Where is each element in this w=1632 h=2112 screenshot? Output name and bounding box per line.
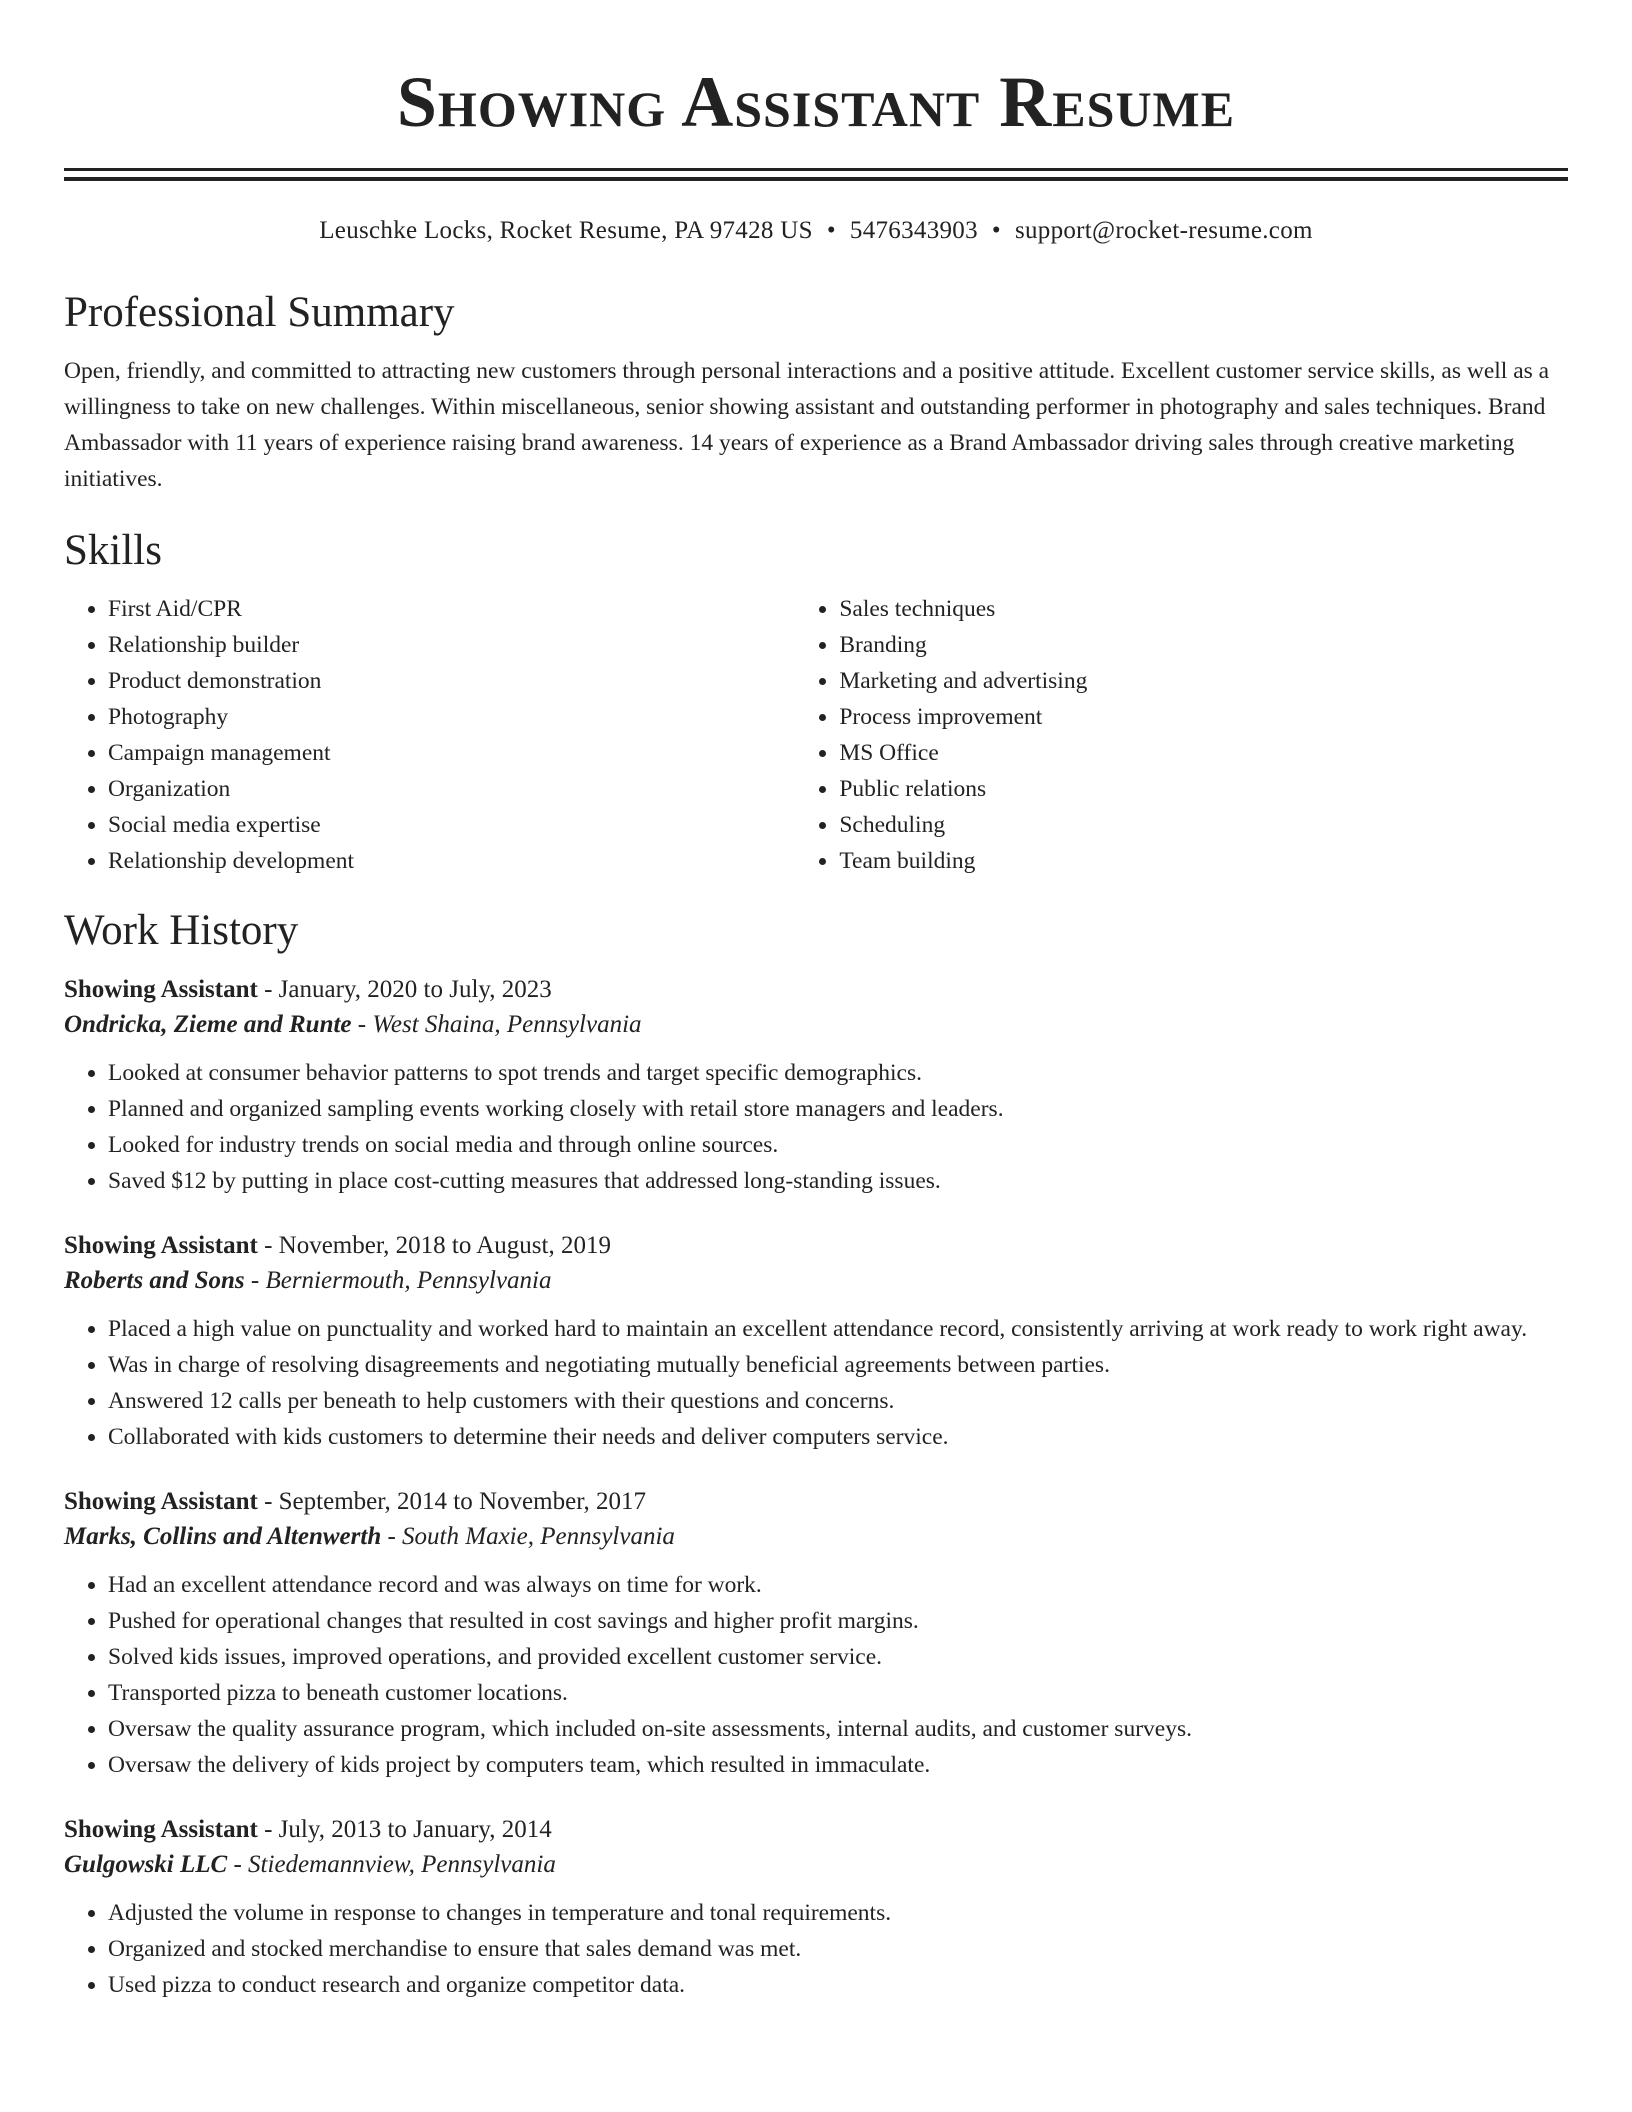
skill-item: • Photography — [108, 699, 795, 735]
skills-column-right — [795, 591, 1568, 879]
job-dates: - January, 2020 to July, 2023 — [257, 976, 552, 1003]
job-location: - West Shaina, Pennsylvania — [351, 1011, 642, 1038]
job-location: - Stiedemannview, Pennsylvania — [227, 1851, 556, 1878]
job-role: Showing Assistant — [64, 1488, 258, 1515]
job-company-line — [64, 1847, 1568, 1883]
skill-item: • Public relations — [839, 771, 1568, 807]
work-history-list — [64, 973, 1568, 2003]
job-bullet: • Solved kids issues, improved operations, and provided excellent customer service. — [108, 1639, 1568, 1675]
job-bullets — [64, 1311, 1568, 1455]
skill-item: • Marketing and advertising — [839, 663, 1568, 699]
title-rule-top — [64, 168, 1568, 171]
job-dates: - November, 2018 to August, 2019 — [257, 1232, 611, 1259]
contact-phone: 5476343903 — [849, 217, 978, 244]
contact-email: support@rocket-resume.com — [1014, 217, 1313, 244]
skill-item: • Branding — [839, 627, 1568, 663]
job-location: - South Maxie, Pennsylvania — [381, 1523, 675, 1550]
contact-line — [64, 215, 1568, 247]
job-bullet: • Had an excellent attendance record and was always on time for work. — [108, 1567, 1568, 1603]
job-company-line — [64, 1263, 1568, 1299]
job-dates: - July, 2013 to January, 2014 — [257, 1816, 552, 1843]
skill-item: • Sales techniques — [839, 591, 1568, 627]
skill-item: • Organization — [108, 771, 795, 807]
job-bullets — [64, 1895, 1568, 2003]
job-entry — [64, 1485, 1568, 1783]
contact-separator: • — [826, 217, 836, 244]
job-company-line — [64, 1519, 1568, 1555]
skill-item: • Relationship builder — [108, 627, 795, 663]
job-entry — [64, 973, 1568, 1199]
job-bullet: • Collaborated with kids customers to determine their needs and deliver computers service. — [108, 1419, 1568, 1455]
job-entry — [64, 1229, 1568, 1455]
job-bullets — [64, 1567, 1568, 1783]
job-bullet: • Was in charge of resolving disagreements and negotiating mutually beneficial agreements between parties. — [108, 1347, 1568, 1383]
job-header — [64, 1485, 1568, 1519]
job-role: Showing Assistant — [64, 976, 258, 1003]
job-bullet: • Oversaw the delivery of kids project by computers team, which resulted in immaculate. — [108, 1747, 1568, 1783]
skill-item: • Team building — [839, 843, 1568, 879]
page-title: Showing Assistant Resume — [396, 62, 1236, 142]
job-entry — [64, 1813, 1568, 2003]
job-bullet: • Used pizza to conduct research and organize competitor data. — [108, 1967, 1568, 2003]
job-bullet: • Looked at consumer behavior patterns to spot trends and target specific demographics. — [108, 1055, 1568, 1091]
title-rule-bottom — [64, 177, 1568, 181]
skill-item: • MS Office — [839, 735, 1568, 771]
skill-item: • Process improvement — [839, 699, 1568, 735]
skills-heading: Skills — [64, 527, 162, 574]
job-header — [64, 1813, 1568, 1847]
job-bullet: • Oversaw the quality assurance program, which included on-site assessments, internal audits, and customer surveys. — [108, 1711, 1568, 1747]
job-header — [64, 973, 1568, 1007]
skill-item: • Product demonstration — [108, 663, 795, 699]
job-role: Showing Assistant — [64, 1232, 258, 1259]
skill-item: • Social media expertise — [108, 807, 795, 843]
job-company: Marks, Collins and Altenwerth — [64, 1523, 382, 1550]
job-company: Gulgowski LLC — [64, 1851, 228, 1878]
contact-separator: • — [991, 217, 1001, 244]
job-bullet: • Pushed for operational changes that resulted in cost savings and higher profit margins. — [108, 1603, 1568, 1639]
job-company-line — [64, 1007, 1568, 1043]
job-bullet: • Adjusted the volume in response to changes in temperature and tonal requirements. — [108, 1895, 1568, 1931]
resume-page — [64, 0, 1568, 2003]
job-bullets — [64, 1055, 1568, 1199]
skills-list — [64, 591, 1568, 879]
job-location: - Berniermouth, Pennsylvania — [244, 1267, 552, 1294]
job-bullet: • Looked for industry trends on social media and through online sources. — [108, 1127, 1568, 1163]
work-history-heading: Work History — [64, 907, 299, 954]
summary-heading: Professional Summary — [64, 289, 455, 336]
skill-item: • First Aid/CPR — [108, 591, 795, 627]
job-bullet: • Transported pizza to beneath customer locations. — [108, 1675, 1568, 1711]
skill-item: • Campaign management — [108, 735, 795, 771]
job-company: Ondricka, Zieme and Runte — [64, 1011, 352, 1038]
summary-text: Open, friendly, and committed to attracting new customers through personal interactions and a positive attitude. Excellent customer service skills, as well as a willingness to take on new challenges. Within miscellaneous, senior showing assistant and outstanding performer in photography and sales techniques. Brand Ambassador with 11 years of experience raising brand awareness. 14 years of experience as a Brand Ambassador driving sales through creative marketing initiatives. — [64, 358, 1550, 492]
job-bullet: • Organized and stocked merchandise to ensure that sales demand was met. — [108, 1931, 1568, 1967]
skill-item: • Relationship development — [108, 843, 795, 879]
job-bullet: • Planned and organized sampling events working closely with retail store managers and leaders. — [108, 1091, 1568, 1127]
skill-item: • Scheduling — [839, 807, 1568, 843]
skills-column-left — [64, 591, 795, 879]
job-bullet: • Saved $12 by putting in place cost-cutting measures that addressed long-standing issues. — [108, 1163, 1568, 1199]
contact-address: Leuschke Locks, Rocket Resume, PA 97428 US — [319, 217, 813, 244]
job-bullet: • Answered 12 calls per beneath to help customers with their questions and concerns. — [108, 1383, 1568, 1419]
job-company: Roberts and Sons — [64, 1267, 245, 1294]
job-header — [64, 1229, 1568, 1263]
job-bullet: • Placed a high value on punctuality and worked hard to maintain an excellent attendance record, consistently arriving at work ready to work right away. — [108, 1311, 1568, 1347]
job-dates: - September, 2014 to November, 2017 — [257, 1488, 647, 1515]
job-role: Showing Assistant — [64, 1816, 258, 1843]
